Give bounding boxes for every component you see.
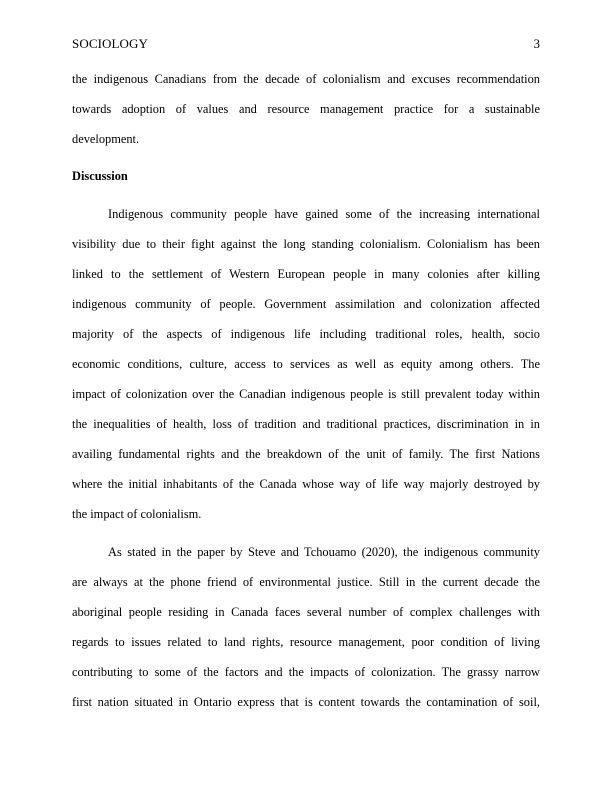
text-line: regards to issues related to land rights, resource management, poor condition of living (72, 635, 540, 649)
header-title: SOCIOLOGY (72, 36, 149, 51)
text-line: availing fundamental rights and the breakdown of the unit of family. The first Nations (72, 447, 540, 461)
text-line: economic conditions, culture, access to services as well as equity among others. The (72, 357, 540, 371)
text-line: As stated in the paper by Steve and Tchouamo (2020), the indigenous community (108, 545, 540, 559)
running-header (72, 36, 540, 54)
text-line: the indigenous Canadians from the decade of colonialism and excuses recommendation (72, 72, 540, 86)
text-line: visibility due to their fight against the long standing colonialism. Colonialism has been (72, 237, 540, 251)
text-line: development. (72, 132, 140, 146)
text-line: first nation situated in Ontario express that is content towards the contamination of soil, (72, 695, 540, 709)
text-line: towards adoption of values and resource management practice for a sustainable (72, 102, 540, 116)
text-line: linked to the settlement of Western European people in many colonies after killing (72, 267, 540, 281)
text-line: are always at the phone friend of environmental justice. Still in the current decade the (72, 575, 540, 589)
section-heading: Discussion (72, 169, 128, 183)
text-line: aboriginal people residing in Canada faces several number of complex challenges with (72, 605, 540, 619)
text-line: the impact of colonialism. (72, 507, 202, 521)
text-line: indigenous community of people. Government assimilation and colonization affected (72, 297, 540, 311)
text-line: Indigenous community people have gained some of the increasing international (108, 207, 540, 221)
text-line: the inequalities of health, loss of tradition and traditional practices, discrimination in in (72, 417, 540, 431)
page-number: 3 (533, 36, 540, 51)
text-line: where the initial inhabitants of the Canada whose way of life way majorly destroyed by (72, 477, 540, 491)
intro-paragraph (72, 64, 540, 154)
body-paragraph-1 (72, 199, 540, 529)
body-paragraph-2 (72, 537, 540, 717)
text-line: majority of the aspects of indigenous life including traditional roles, health, socio (72, 327, 540, 341)
text-line: contributing to some of the factors and the impacts of colonization. The grassy narrow (72, 665, 540, 679)
text-line: impact of colonization over the Canadian indigenous people is still prevalent today within (72, 387, 540, 401)
